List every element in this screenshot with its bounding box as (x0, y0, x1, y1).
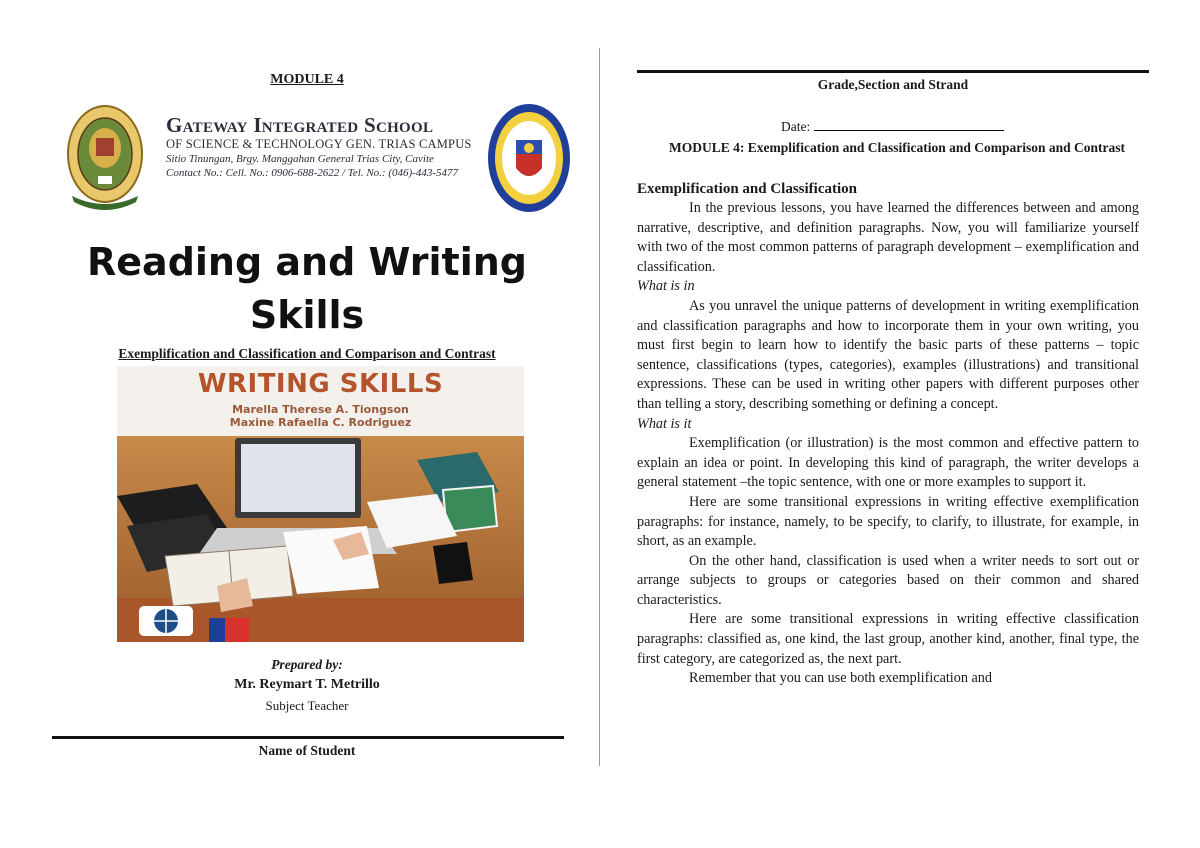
date-blank-line (814, 118, 1004, 131)
what-is-it-heading: What is it (637, 415, 692, 432)
subtitle: Exemplification and Classification and Comparison and Contrast (118, 346, 496, 361)
what-is-in-heading: What is in (637, 278, 695, 295)
grade-section-strand-label: Grade,Section and Strand (817, 77, 969, 92)
date-row (781, 118, 1004, 135)
lesson-body (637, 179, 1139, 689)
main-title (0, 236, 614, 342)
desk-photo (117, 436, 524, 642)
school-contact: Contact No.: Cell. No.: 0906-688-2622 / Tel. No.: (046)-443-5477 (166, 167, 458, 179)
paragraph-1: In the previous lessons, you have learned the differences between and among narrative, descriptive, and definition paragraphs. Now, you will familiarize yourself with two of the most common patterns of paragraph development – exemplification and classification. (637, 200, 1139, 275)
paragraph-2: As you unravel the unique patterns of development in writing exemplification and classification paragraphs and how to incorporate them in your own writing, you must first begin to learn how to identify the basic parts of these patterns – topic sentence, classifications (types, categories), examples (illustrations) and transitional expressions. These can be used in writing other papers with different purposes other than telling a story, describing something or defining a concept. (637, 297, 1139, 412)
deped-seal-icon (486, 102, 572, 214)
cover-title: WRITING SKILLS (197, 369, 444, 399)
module-label: MODULE 4 (270, 72, 344, 87)
cover-author-1: Marella Therese A. Tiongson (232, 403, 409, 416)
school-name: Gateway Integrated School (166, 113, 434, 137)
date-label: Date: (781, 119, 811, 134)
paragraph-6: Here are some transitional expressions in writing effective classification paragraphs: classified as, one kind, the last group, another kind, another, final type, the first category, are categorized as, the next part. (637, 611, 1139, 667)
section-heading: Exemplification and Classification (637, 181, 858, 197)
book-cover-image (117, 366, 524, 642)
school-address: Sitio Tinungan, Brgy. Manggahan General Trias City, Cavite (166, 153, 434, 165)
school-header (62, 100, 582, 218)
title-line-2: Skills (249, 293, 365, 337)
paragraph-7: Remember that you can use both exemplification and (689, 670, 992, 687)
paragraph-4: Here are some transitional expressions in writing effective exemplification paragraphs: for instance, namely, to be specify, to clarify, to illustrate, for example, in short, as an example. (637, 493, 1139, 550)
paragraph-5: On the other hand, classification is used when a writer needs to sort out or arrange subjects to groups or categories based on their common and shared characteristics. (637, 552, 1139, 608)
module-heading: MODULE 4: Exemplification and Classification and Comparison and Contrast (668, 140, 1126, 155)
cover-author-2: Maxine Rafaella C. Rodriguez (229, 416, 412, 429)
name-of-student-label: Name of Student (258, 743, 356, 758)
school-text (166, 114, 486, 180)
right-page (601, 0, 1200, 848)
name-rule (52, 736, 564, 739)
prepared-label: Prepared by: (271, 657, 343, 672)
school-campus: OF SCIENCE & TECHNOLOGY GEN. TRIAS CAMPUS (166, 137, 472, 151)
page-fold-divider (599, 48, 600, 766)
grade-rule (637, 70, 1149, 73)
paragraph-3: Exemplification (or illustration) is the most common and effective pattern to explain an idea or point. In developing this kind of paragraph, the writer develops a general statement –the topic sentence, with one or more examples to support it. (637, 435, 1139, 491)
title-line-1: Reading and Writing (87, 240, 527, 284)
teacher-name: Mr. Reymart T. Metrillo (234, 677, 380, 692)
teacher-role: Subject Teacher (265, 698, 349, 713)
school-seal-icon (66, 102, 144, 210)
